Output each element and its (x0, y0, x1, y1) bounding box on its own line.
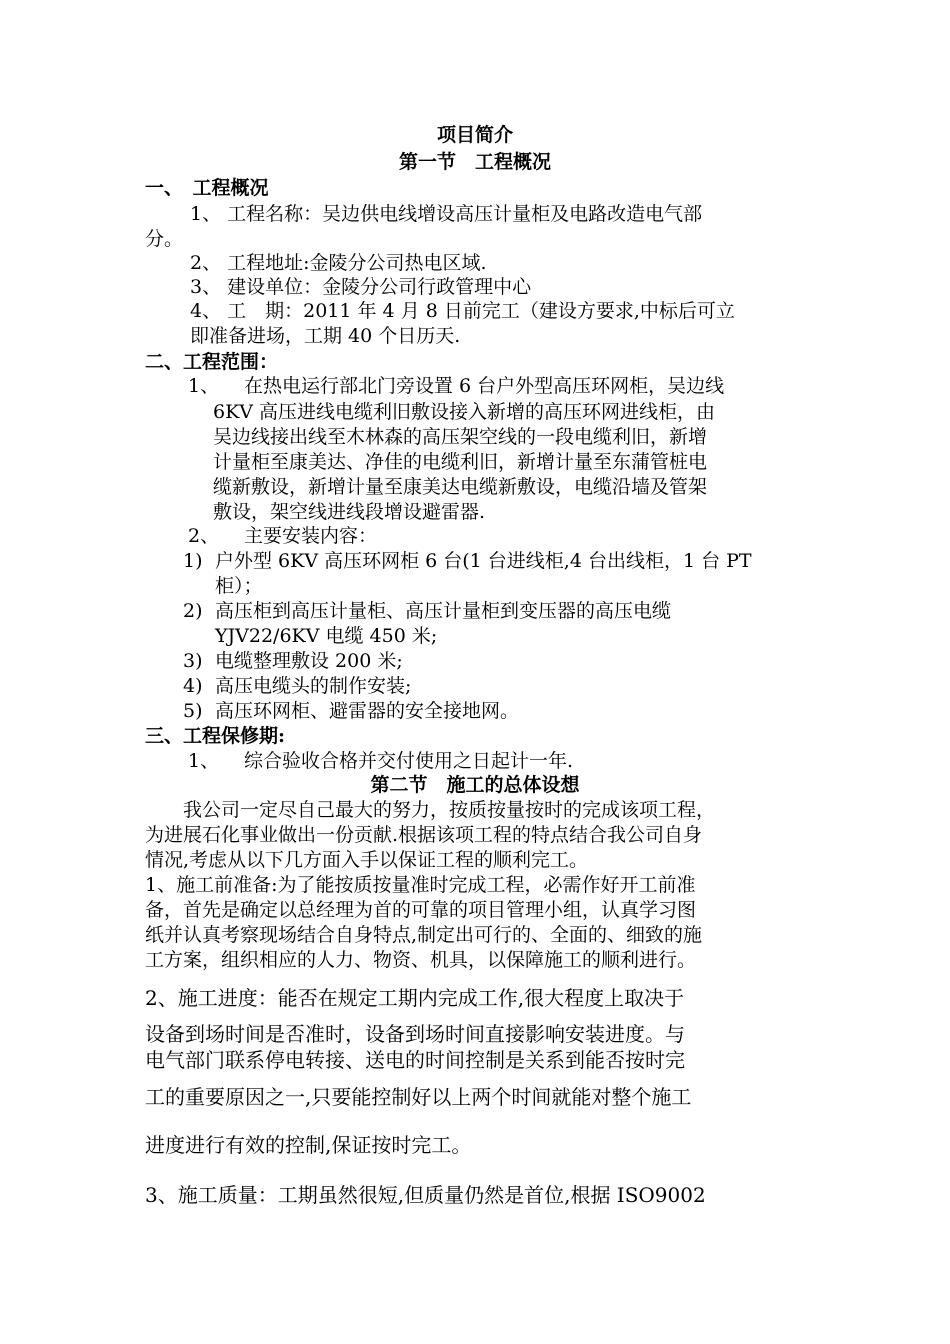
progress-line: 工的重要原因之一,只要能控制好以上两个时间就能对整个施工 (145, 1085, 692, 1109)
install-item-number: 1) (183, 550, 203, 572)
scope-item-number: 1、 (188, 375, 220, 397)
scope-line: 在热电运行部北门旁设置 6 台户外型高压环网柜，吴边线 (244, 375, 725, 397)
install-item-text: YJV22/6KV 电缆 450 米; (215, 625, 438, 647)
prep-line: 工方案，组织相应的人力、物资、机具，以保障施工的顺利进行。 (145, 949, 697, 971)
install-item-number: 2) (183, 600, 203, 622)
prep-line: 纸并认真考察现场结合自身特点,制定出可行的、全面的、细致的施 (145, 924, 703, 946)
progress-line: 2、施工进度：能否在规定工期内完成工作,很大程度上取决于 (145, 986, 685, 1010)
install-item-number: 3) (183, 650, 203, 672)
install-item-text: 户外型 6KV 高压环网柜 6 台(1 台进线柜,4 台出线柜，1 台 PT (215, 550, 752, 572)
progress-line: 进度进行有效的控制,保证按时完工。 (145, 1133, 472, 1157)
install-item-number: 5) (183, 700, 203, 722)
warranty-text: 综合验收合格并交付使用之日起计一年. (244, 750, 574, 772)
progress-line: 设备到场时间是否准时，设备到场时间直接影响安装进度。与 (145, 1022, 685, 1046)
warranty-number: 1、 (188, 750, 220, 772)
scope-line: 主要安装内容： (244, 525, 378, 547)
overview-line: 4、 工 期：2011 年 4 月 8 日前完工（建设方要求,中标后可立 (190, 300, 735, 322)
overview-line: 1、 工程名称：吴边供电线增设高压计量柜及电路改造电气部 (190, 203, 703, 225)
overview-line: 分。 (145, 228, 184, 250)
scope-line: 6KV 高压进线电缆利旧敷设接入新增的高压环网进线柜，由 (213, 401, 716, 423)
install-item-text: 高压环网柜、避雷器的安全接地网。 (215, 700, 520, 722)
part1-heading: 一、 工程概况 (145, 177, 269, 199)
overview-line: 3、 建设单位：金陵分公司行政管理中心 (190, 276, 532, 298)
section1-heading: 第一节 工程概况 (398, 151, 551, 173)
intro-line: 情况,考虑从以下几方面入手以保证工程的顺利完工。 (145, 849, 589, 871)
quality-line: 3、施工质量：工期虽然很短,但质量仍然是首位,根据 ISO9002 (145, 1183, 706, 1207)
prep-line: 备，首先是确定以总经理为首的可靠的项目管理小组，认真学习图 (145, 899, 697, 921)
progress-line: 电气部门联系停电转接、送电的时间控制是关系到能否按时完 (145, 1048, 685, 1072)
intro-line: 我公司一定尽自己最大的努力，按质按量按时的完成该项工程， (183, 799, 716, 821)
overview-line: 2、 工程地址:金陵分公司热电区域. (190, 252, 487, 274)
install-item-text: 高压电缆头的制作安装; (215, 675, 412, 697)
scope-line: 敷设，架空线进线段增设避雷器. (213, 501, 486, 523)
document-title: 项目简介 (436, 124, 513, 146)
scope-line: 吴边线接出线至木林森的高压架空线的一段电缆利旧，新增 (213, 426, 708, 448)
section2-heading: 第二节 施工的总体设想 (370, 774, 580, 796)
scope-line: 缆新敷设，新增计量至康美达电缆新敷设，电缆沿墙及管架 (213, 476, 708, 498)
intro-line: 为进展石化事业做出一份贡献.根据该项工程的特点结合我公司自身 (145, 824, 703, 846)
scope-line: 计量柜至康美达、净佳的电缆利旧，新增计量至东蒲管桩电 (213, 451, 708, 473)
part2-heading: 二、工程范围： (145, 351, 279, 373)
install-item-text: 柜）； (215, 575, 263, 597)
part3-heading: 三、工程保修期: (145, 725, 286, 747)
install-item-text: 电缆整理敷设 200 米; (215, 650, 403, 672)
overview-line: 即准备进场，工期 40 个日历天. (190, 325, 461, 347)
scope-item-number: 2、 (188, 525, 220, 547)
install-item-number: 4) (183, 675, 203, 697)
prep-line: 1、施工前准备:为了能按质按量准时完成工程，必需作好开工前准 (145, 874, 696, 896)
install-item-text: 高压柜到高压计量柜、高压计量柜到变压器的高压电缆 (215, 600, 672, 622)
